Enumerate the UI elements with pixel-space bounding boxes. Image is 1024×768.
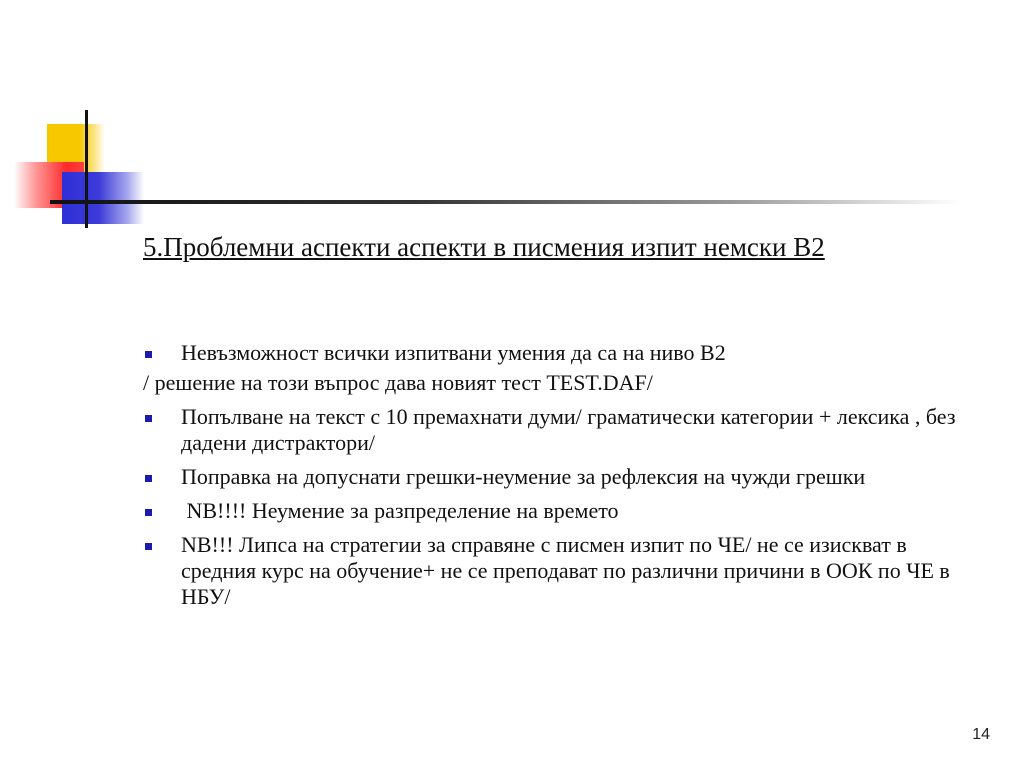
list-item bbox=[143, 464, 983, 490]
list-item-text: NB!!! Липса на стратегии за справяне с писмен изпит по ЧЕ/ не се изискват в средния курс на обучение+ не се преподават по различни причини в ООК по ЧЕ в НБУ/ bbox=[181, 532, 950, 609]
list-item bbox=[143, 532, 983, 610]
bullet-square-icon bbox=[145, 475, 152, 482]
decor-blue-square bbox=[62, 172, 144, 224]
bullet-square-icon bbox=[145, 509, 152, 516]
slide-content bbox=[143, 340, 983, 618]
list-item-text: Попълване на текст с 10 премахнати думи/ граматически категории + лексика , без дадени дистрактори/ bbox=[181, 404, 956, 455]
page-number: 14 bbox=[972, 726, 990, 743]
list-item-text: NB!!!! Неумение за разпределение на времето bbox=[181, 498, 619, 523]
bullet-square-icon bbox=[145, 543, 152, 550]
list-item-text: Невъзможност всички изпитвани умения да са на ниво B2 bbox=[181, 340, 726, 365]
decor-horizontal-rule bbox=[50, 200, 960, 204]
bullet-square-icon bbox=[145, 351, 152, 358]
bullet-square-icon bbox=[145, 415, 152, 422]
list-item bbox=[143, 340, 983, 366]
slide-title: 5.Проблемни аспекти аспекти в писмения изпит немски B2 bbox=[143, 232, 825, 262]
list-item-text: Поправка на допуснати грешки-неумение за рефлексия на чужди грешки bbox=[181, 464, 866, 489]
decor-vertical-line bbox=[85, 110, 88, 228]
list-item-text: / решение на този въпрос дава новият тест TEST.DAF/ bbox=[143, 370, 653, 395]
list-item bbox=[143, 498, 983, 524]
list-item-plain bbox=[143, 370, 983, 396]
list-item bbox=[143, 404, 983, 456]
